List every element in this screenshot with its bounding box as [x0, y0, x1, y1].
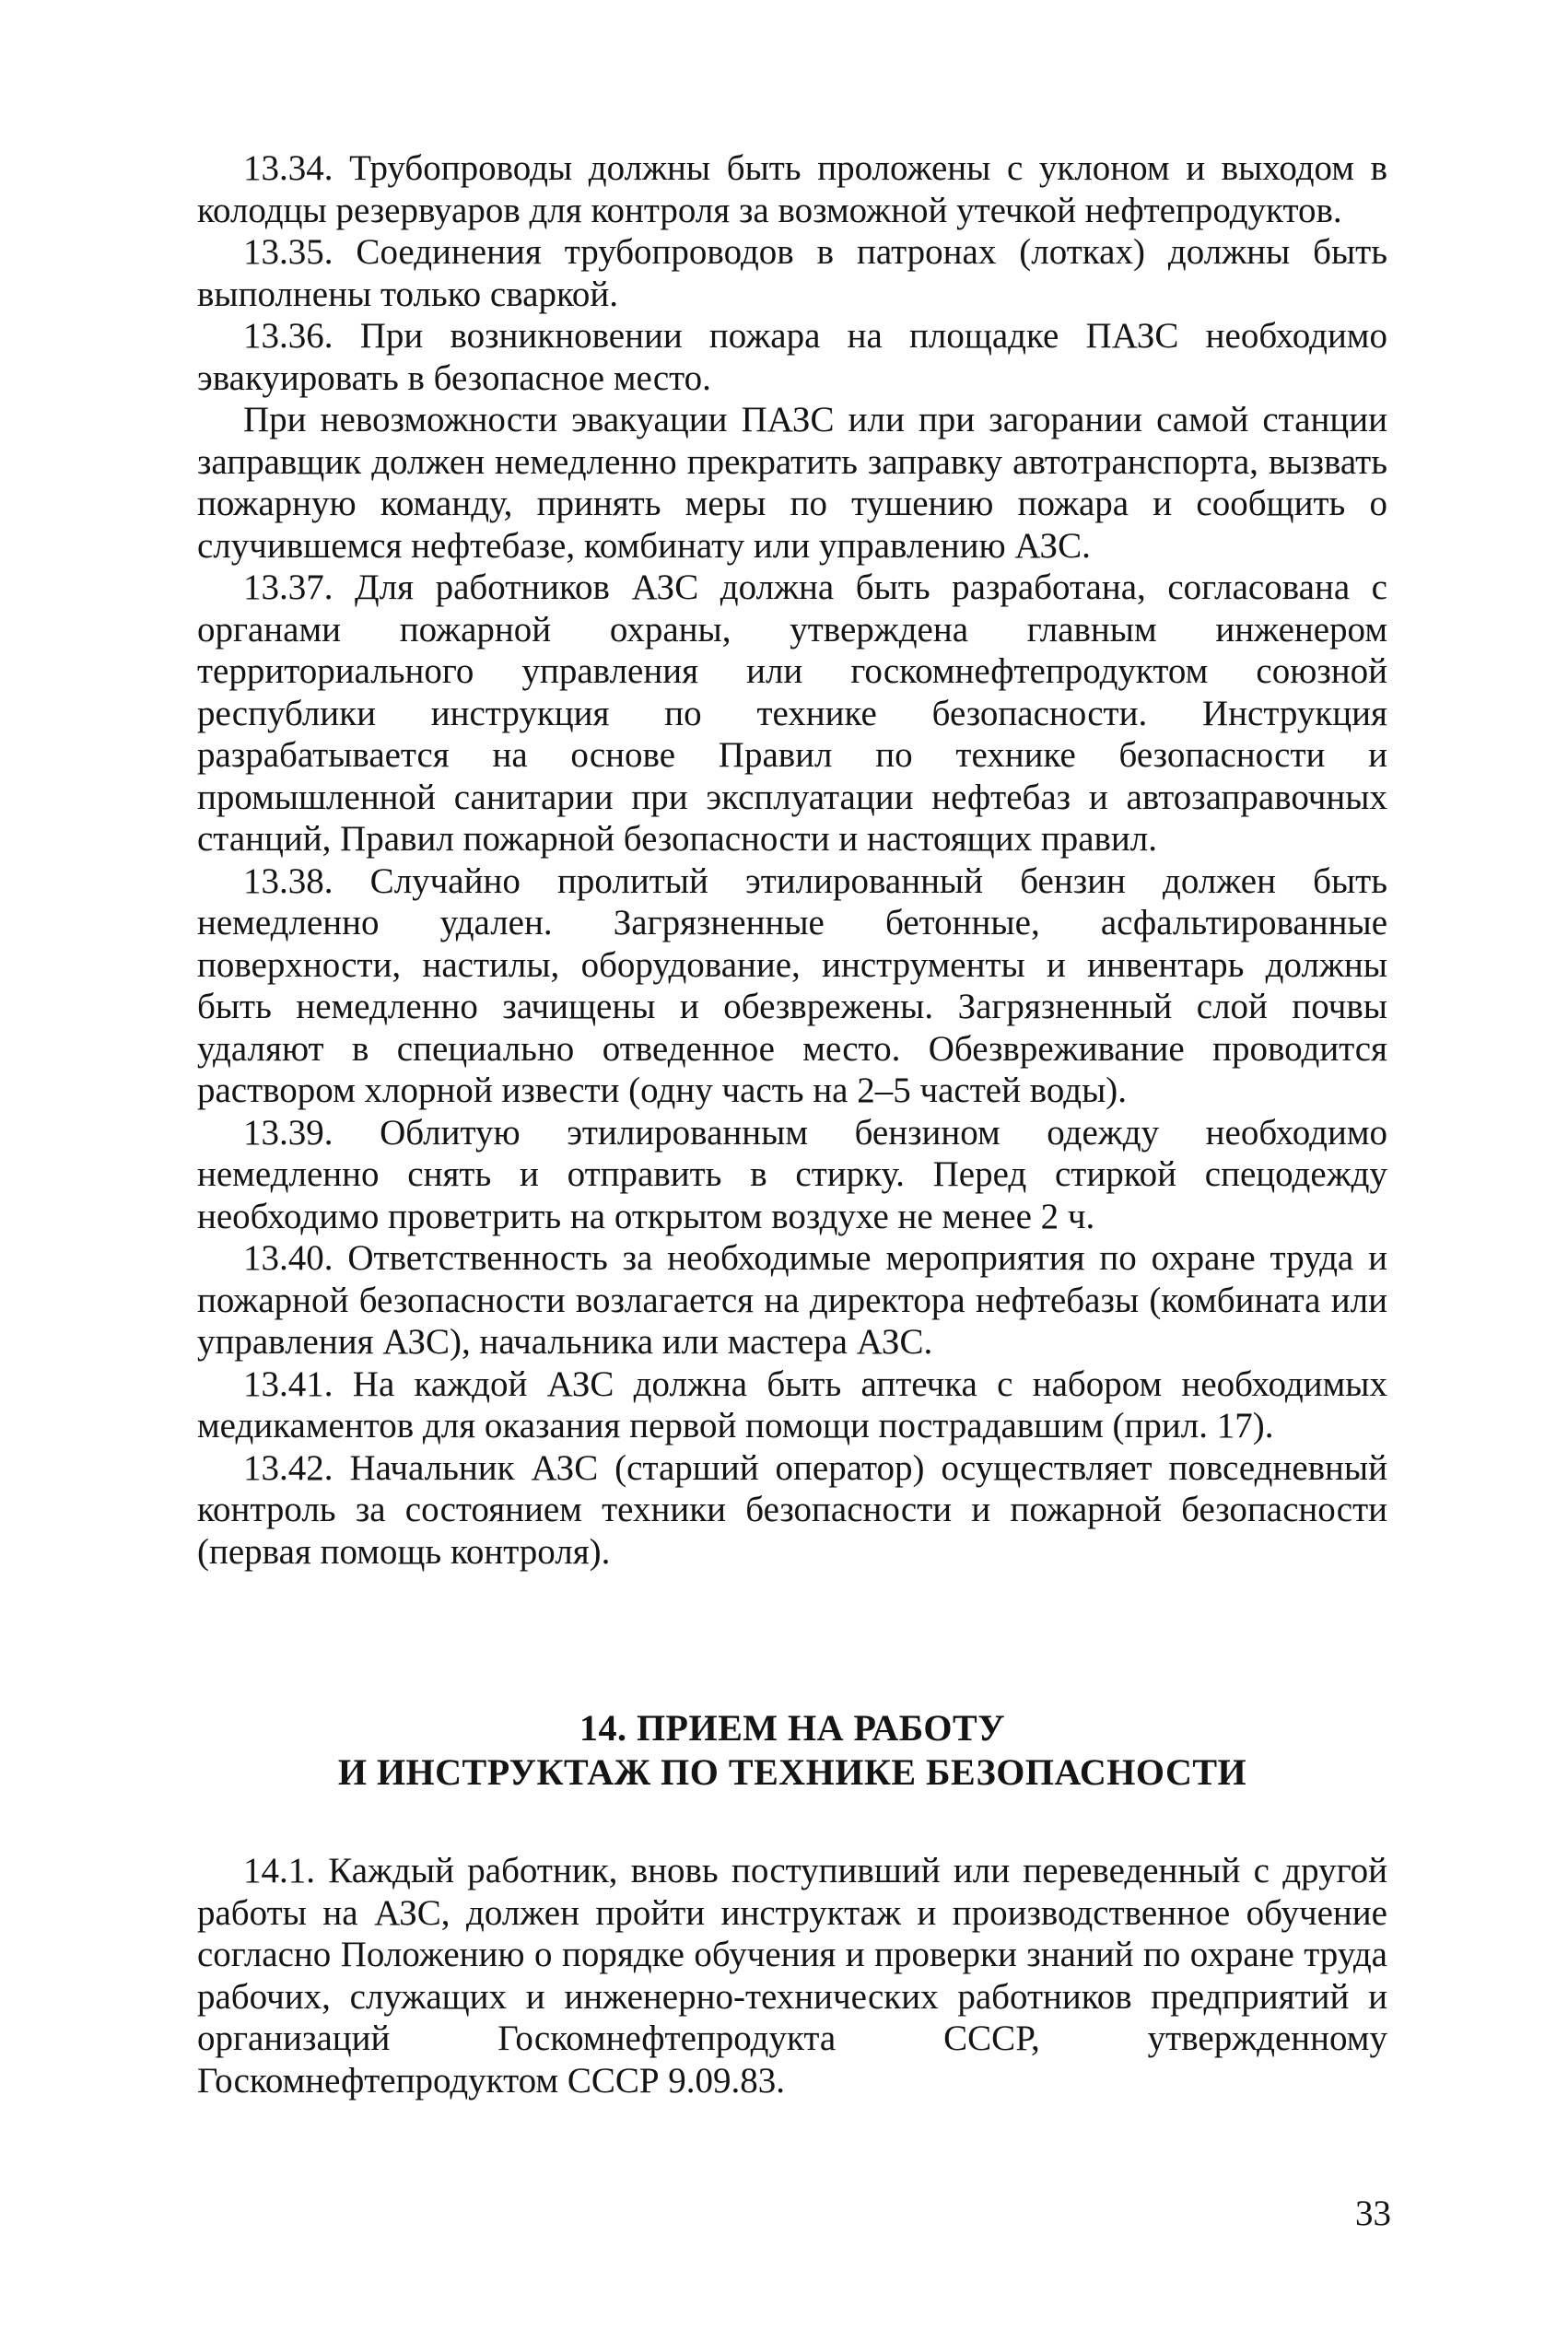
paragraph-13-36: 13.36. При возникновении пожара на площадке ПАЗС необходимо эвакуировать в безопасное место.	[197, 316, 1387, 398]
section-heading	[197, 1706, 1387, 1795]
paragraph-14-1: 14.1. Каждый работник, вновь поступивший или переведенный с другой работы на АЗС, должен пройти инструктаж и производственное обучение согласно Положению о порядке обучения и проверки знаний по охране труда рабочих, служащих и инженерно-технических работников предприятий и организаций Госкомнефтепродукта СССР, утвержденному Госкомнефтепродуктом СССР 9.09.83.	[197, 1851, 1387, 2101]
paragraph-13-40: 13.40. Ответственность за необходимые мероприятия по охране труда и пожарной безопасности возлагается на директора нефтебазы (комбината или управления АЗС), начальника или мастера АЗС.	[197, 1238, 1387, 1362]
paragraph-13-38: 13.38. Случайно пролитый этилированный бензин должен быть немедленно удален. Загрязненные бетонные, асфальтированные поверхности, настилы, оборудование, инструменты и инвентарь должны быть немедленно зачищены и обезврежены. Загрязненный слой почвы удаляют в специально отведенное место. Обезвреживание проводится раствором хлорной извести (одну часть на 2–5 частей воды).	[197, 860, 1387, 1110]
paragraph-13-42: 13.42. Начальник АЗС (старший оператор) осуществляет повседневный контроль за состоянием техники безопасности и пожарной безопасности (первая помощь контроля).	[197, 1447, 1387, 1572]
paragraph-13-37: 13.37. Для работников АЗС должна быть разработана, согласована с органами пожарной охраны, утверждена главным инженером территориального управления или госкомнефтепродуктом союзной республики инструкция по технике безопасности. Инструкция разрабатывается на основе Правил по технике безопасности и промышленной санитарии при эксплуатации нефтебаз и автозаправочных станций, Правил пожарной безопасности и настоящих правил.	[197, 568, 1387, 859]
section-heading-line-2: И ИНСТРУКТАЖ ПО ТЕХНИКЕ БЕЗОПАСНОСТИ	[337, 1751, 1247, 1793]
page-number: 33	[1355, 2194, 1391, 2233]
body-text-bottom	[197, 1850, 1387, 2101]
paragraph-evacuation: При невозможности эвакуации ПАЗС или при загорании самой станции заправщик должен немедленно прекратить заправку автотранспорта, вызвать пожарную команду, принять меры по тушению пожара и сообщить о случившемся нефтебазе, комбинату или управлению АЗС.	[197, 400, 1387, 566]
paragraph-13-39: 13.39. Облитую этилированным бензином одежду необходимо немедленно снять и отправить в стирку. Перед стиркой спецодежду необходимо проветрить на открытом воздухе не менее 2 ч.	[197, 1112, 1387, 1236]
paragraph-13-41: 13.41. На каждой АЗС должна быть аптечка с набором необходимых медикаментов для оказания первой помощи пострадавшим (прил. 17).	[197, 1363, 1387, 1445]
body-text-top	[197, 147, 1387, 1573]
paragraph-13-35: 13.35. Соединения трубопроводов в патронах (лотках) должны быть выполнены только сваркой.	[197, 232, 1387, 314]
section-heading-line-1: 14. ПРИЕМ НА РАБОТУ	[579, 1707, 1006, 1749]
paragraph-13-34: 13.34. Трубопроводы должны быть проложены с уклоном и выходом в колодцы резервуаров для контроля за возможной утечкой нефтепродуктов.	[197, 148, 1387, 230]
